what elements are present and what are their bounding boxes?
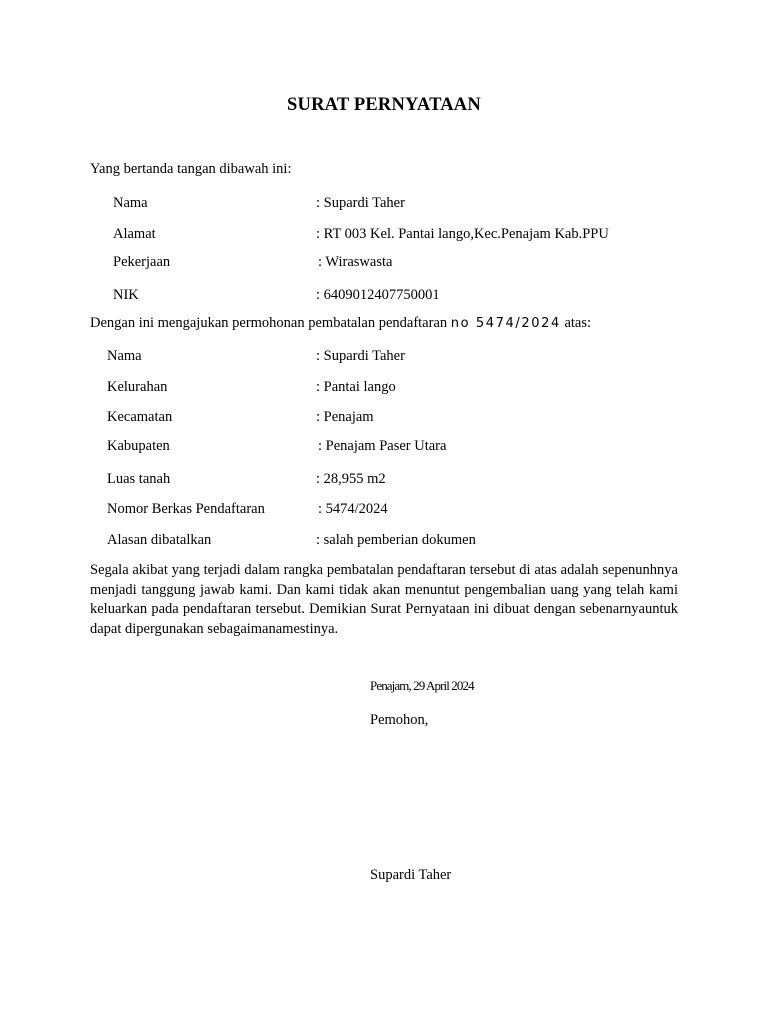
request-suffix: atas: [560, 315, 592, 331]
intro-text: Yang bertanda tangan dibawah ini: [90, 161, 292, 177]
field-label: Alamat [113, 226, 156, 242]
field-value: : salah pemberian dokumen [316, 532, 476, 548]
field-label: Nomor Berkas Pendaftaran [107, 501, 265, 517]
place-date: Penajam, 29 April 2024 [370, 678, 474, 693]
field-value: : 28,955 m2 [316, 471, 386, 487]
field-value: : Penajam [316, 409, 374, 425]
field-value: : 6409012407750001 [316, 287, 440, 303]
field-label: Kabupaten [107, 438, 170, 454]
signatory-name: Supardi Taher [370, 867, 452, 883]
field-value: : Penajam Paser Utara [318, 438, 447, 454]
request-sentence [90, 315, 591, 332]
field-label: NIK [113, 287, 139, 303]
field-label: Pekerjaan [113, 254, 171, 270]
field-label: Nama [107, 348, 142, 364]
field-value: : Supardi Taher [316, 348, 405, 364]
field-value: : RT 003 Kel. Pantai lango,Kec.Penajam Kab.PPU [316, 226, 609, 242]
document-title: SURAT PERNYATAAN [287, 95, 481, 115]
field-label: Nama [113, 195, 148, 211]
statement-paragraph: Segala akibat yang terjadi dalam rangka pembatalan pendaftaran tersebut di atas adalah sepenunhnya menjadi tanggung jawab kami. Dan kami tidak akan menuntut pengembalian uang yang telah kami keluarkan pada pendaftaran tersebut. Demikian Surat Pernyataan ini dibuat dengan sebenarnyauntuk dapat dipergunakan sebagaimanamestinya. [90, 562, 678, 637]
request-number: no 5474/2024 [450, 316, 561, 331]
field-label: Kelurahan [107, 379, 168, 395]
field-value: : Supardi Taher [316, 195, 405, 211]
request-prefix: Dengan ini mengajukan permohonan pembatalan pendaftaran [90, 315, 451, 331]
closing-text: Pemohon, [370, 712, 429, 728]
field-value: : Wiraswasta [318, 254, 393, 270]
field-value: : 5474/2024 [318, 501, 388, 517]
field-value: : Pantai lango [316, 379, 396, 395]
field-label: Kecamatan [107, 409, 173, 425]
field-label: Luas tanah [107, 471, 171, 487]
field-label: Alasan dibatalkan [107, 532, 212, 548]
